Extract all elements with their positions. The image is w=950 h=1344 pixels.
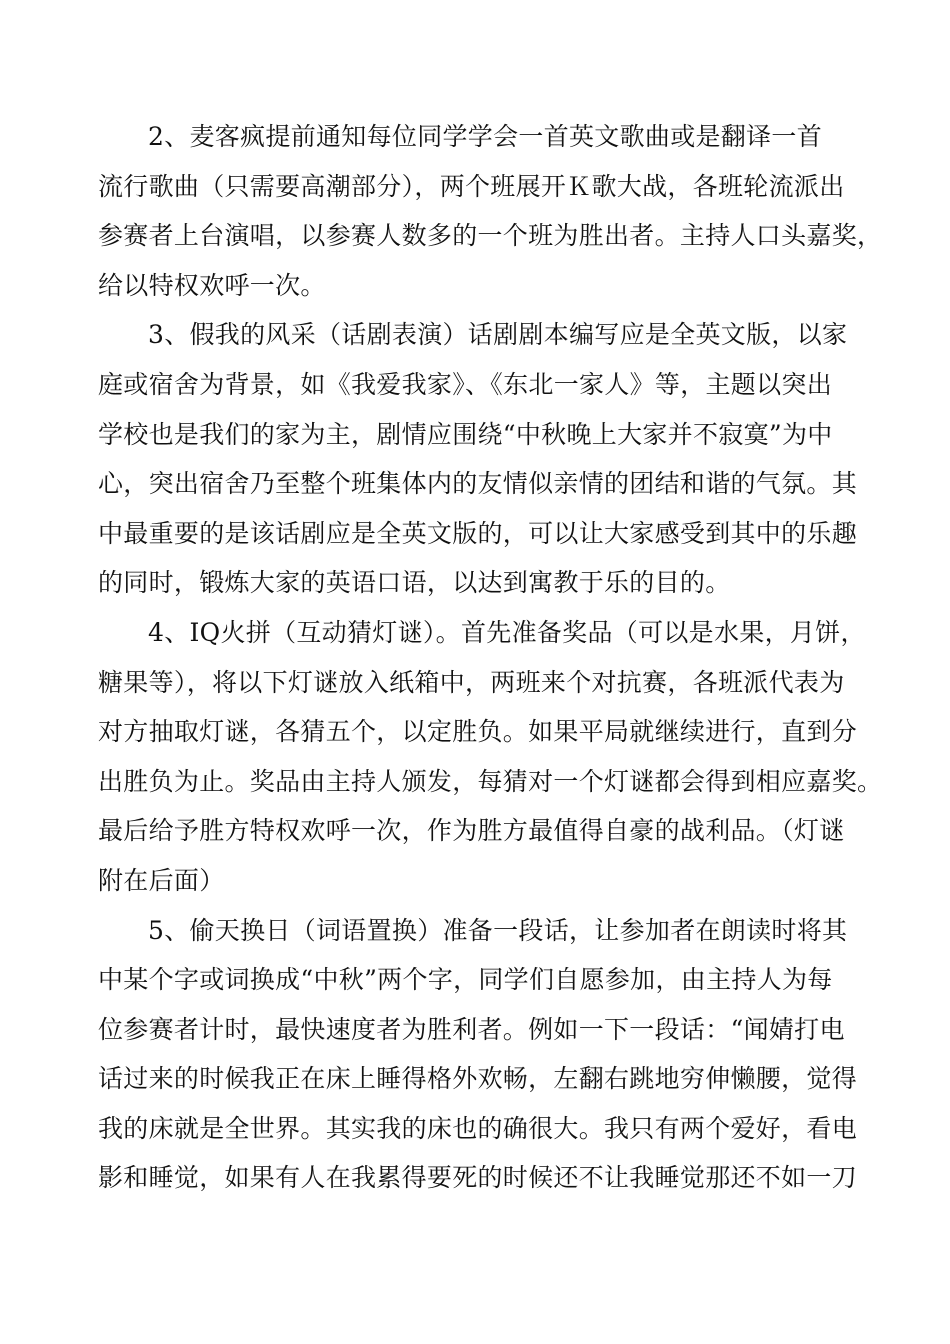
text-line: 中某个字或词换成“中秋”两个字，同学们自愿参加，由主持人为每 [98, 965, 833, 995]
text-line: 对方抽取灯谜，各猜五个，以定胜负。如果平局就继续进行，直到分 [98, 717, 858, 747]
text-line: 位参赛者计时，最快速度者为胜利者。例如一下一段话：“闻婧打电 [98, 1014, 845, 1044]
text-line: 出胜负为止。奖品由主持人颁发，每猜对一个灯谜都会得到相应嘉奖。 [98, 766, 883, 796]
paragraph-item-5 [98, 906, 888, 1204]
text-line: 给以特权欢呼一次。 [98, 270, 326, 300]
paragraph-item-3 [98, 310, 888, 608]
text-line: 影和睡觉，如果有人在我累得要死的时候还不让我睡觉那还不如一刀 [98, 1163, 858, 1193]
text-line: 流行歌曲（只需要高潮部分），两个班展开Ｋ歌大战，各班轮流派出 [98, 171, 845, 201]
text-line: 庭或宿舍为背景，如《我爱我家》、《东北一家人》等，主题以突出 [98, 369, 833, 399]
text-line: 参赛者上台演唱，以参赛人数多的一个班为胜出者。主持人口头嘉奖， [98, 221, 883, 251]
text-line: 话过来的时候我正在床上睡得格外欢畅，左翻右跳地穷伸懒腰，觉得 [98, 1064, 858, 1094]
text-line: 中最重要的是该话剧应是全英文版的，可以让大家感受到其中的乐趣 [98, 518, 858, 548]
text-line: 附在后面） [98, 865, 225, 895]
paragraph-item-2 [98, 112, 888, 310]
document-body [98, 112, 888, 1203]
text-line: 糖果等），将以下灯谜放入纸箱中，两班来个对抗赛，各班派代表为 [98, 667, 845, 697]
text-line: 的同时，锻炼大家的英语口语，以达到寓教于乐的目的。 [98, 568, 731, 598]
text-line: 我的床就是全世界。其实我的床也的确很大。我只有两个爱好，看电 [98, 1113, 858, 1143]
text-line: 心，突出宿舍乃至整个班集体内的友情似亲情的团结和谐的气氛。其 [98, 469, 858, 499]
text-line: 学校也是我们的家为主，剧情应围绕“中秋晚上大家并不寂寞”为中 [98, 419, 833, 449]
paragraph-item-4 [98, 608, 888, 906]
text-line: 3、假我的风采（话剧表演）话剧剧本编写应是全英文版，以家 [148, 320, 848, 350]
text-line: 2、麦客疯提前通知每位同学学会一首英文歌曲或是翻译一首 [148, 122, 823, 151]
text-line: 最后给予胜方特权欢呼一次，作为胜方最值得自豪的战利品。（灯谜 [98, 816, 845, 846]
text-line: 4、IQ火拼（互动猜灯谜）。首先准备奖品（可以是水果，月饼， [148, 617, 866, 647]
text-line: 5、偷天换日（词语置换）准备一段话，让参加者在朗读时将其 [148, 915, 848, 945]
